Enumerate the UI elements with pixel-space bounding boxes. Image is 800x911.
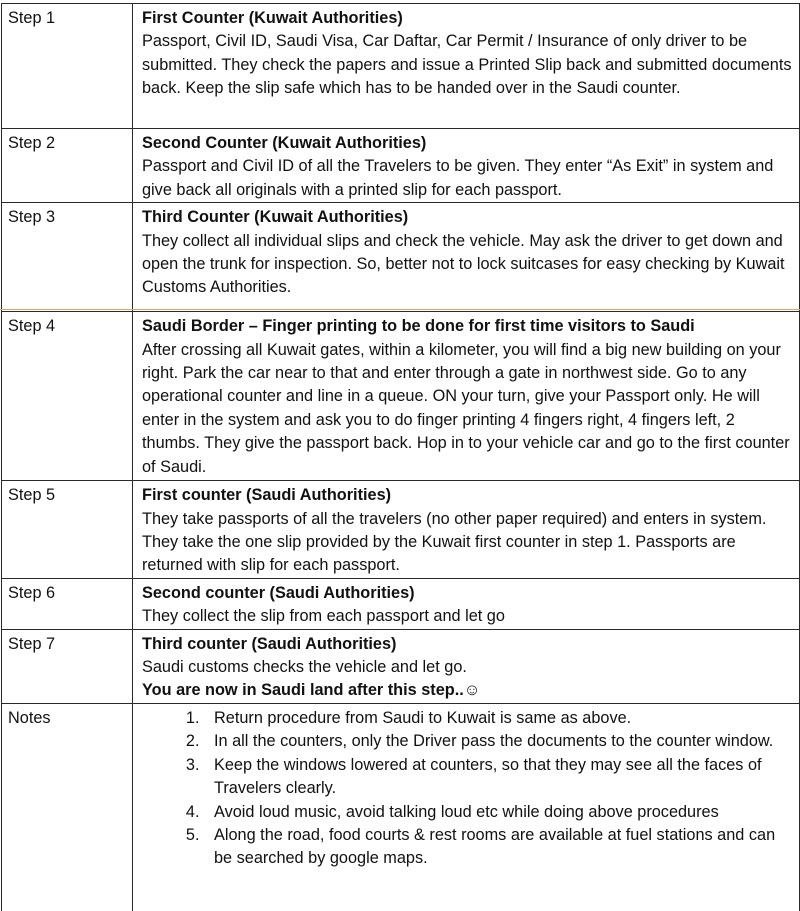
smiley-icon: ☺ bbox=[463, 681, 481, 700]
note-item: 3. Keep the windows lowered at counters, so that they may see all the faces of Travelers clearly. bbox=[204, 754, 793, 801]
notes-list bbox=[142, 707, 793, 871]
final-note-text: You are now in Saudi land after this step.. bbox=[142, 681, 464, 700]
note-item: 5. Along the road, food courts & rest rooms are available at fuel stations and can be searched by google maps. bbox=[204, 824, 793, 871]
step-title: Second counter (Saudi Authorities) bbox=[142, 583, 415, 602]
table-row bbox=[2, 4, 800, 129]
step-title: Third counter (Saudi Authorities) bbox=[142, 634, 397, 653]
step-label: Step 3 bbox=[2, 203, 133, 312]
step-text: They collect the slip from each passport and let go bbox=[142, 607, 505, 626]
step-text: Passport, Civil ID, Saudi Visa, Car Daftar, Car Permit / Insurance of only driver to be submitted. They check the papers and issue a Printed Slip back and submitted documents back. Keep the slip safe which has to be handed over in the Saudi counter. bbox=[142, 32, 792, 98]
step-text: Passport and Civil ID of all the Travelers to be given. They enter “As Exit” in system and give back all originals with a printed slip for each passport. bbox=[142, 157, 774, 199]
note-item: 2. In all the counters, only the Driver pass the documents to the counter window. bbox=[204, 730, 793, 753]
step-label: Step 7 bbox=[2, 629, 133, 703]
step-title: Third Counter (Kuwait Authorities) bbox=[142, 208, 409, 227]
step-label: Step 1 bbox=[2, 4, 133, 129]
table-row bbox=[2, 312, 800, 481]
step-content bbox=[133, 312, 800, 481]
step-content bbox=[133, 203, 800, 312]
table-row bbox=[2, 203, 800, 312]
step-content bbox=[133, 481, 800, 579]
step-label: Step 5 bbox=[2, 481, 133, 579]
final-note bbox=[142, 679, 793, 702]
notes-content bbox=[133, 703, 800, 911]
table-row bbox=[2, 703, 800, 911]
step-title: First counter (Saudi Authorities) bbox=[142, 486, 392, 505]
section-divider bbox=[0, 309, 800, 310]
step-text: Saudi customs checks the vehicle and let go. bbox=[142, 658, 467, 677]
step-content bbox=[133, 4, 800, 129]
table-row bbox=[2, 578, 800, 629]
table-row bbox=[2, 129, 800, 203]
step-label: Step 4 bbox=[2, 312, 133, 481]
step-title: Saudi Border – Finger printing to be done for first time visitors to Saudi bbox=[142, 317, 695, 336]
step-label: Step 6 bbox=[2, 578, 133, 629]
step-title: First Counter (Kuwait Authorities) bbox=[142, 9, 403, 27]
note-item: 4. Avoid loud music, avoid talking loud etc while doing above procedures bbox=[204, 801, 793, 824]
note-item: 1. Return procedure from Saudi to Kuwait is same as above. bbox=[204, 707, 793, 730]
procedure-table bbox=[1, 3, 800, 911]
table-row bbox=[2, 629, 800, 703]
step-title: Second Counter (Kuwait Authorities) bbox=[142, 134, 427, 152]
step-content bbox=[133, 578, 800, 629]
step-text: After crossing all Kuwait gates, within a kilometer, you will find a big new building on your right. Park the car near to that and enter through a gate in northwest side. Go to any operational counter and line in a queue. ON your turn, give your Passport only. He will enter in the system and ask you to do finger printing 4 fingers right, 4 fingers left, 2 thumbs. They give the passport back. Hop in to your vehicle car and go to the first counter of Saudi. bbox=[142, 340, 790, 476]
step-content bbox=[133, 629, 800, 703]
step-text: They collect all individual slips and check the vehicle. May ask the driver to get down and open the trunk for inspection. So, better not to lock suitcases for easy checking by Kuwait Customs Authorities. bbox=[142, 231, 785, 297]
table-row bbox=[2, 481, 800, 579]
step-text: They take passports of all the travelers (no other paper required) and enters in system. They take the one slip provided by the Kuwait first counter in step 1. Passports are returned with slip for each passport. bbox=[142, 509, 767, 575]
step-label: Step 2 bbox=[2, 129, 133, 203]
notes-label: Notes bbox=[2, 703, 133, 911]
step-content bbox=[133, 129, 800, 203]
